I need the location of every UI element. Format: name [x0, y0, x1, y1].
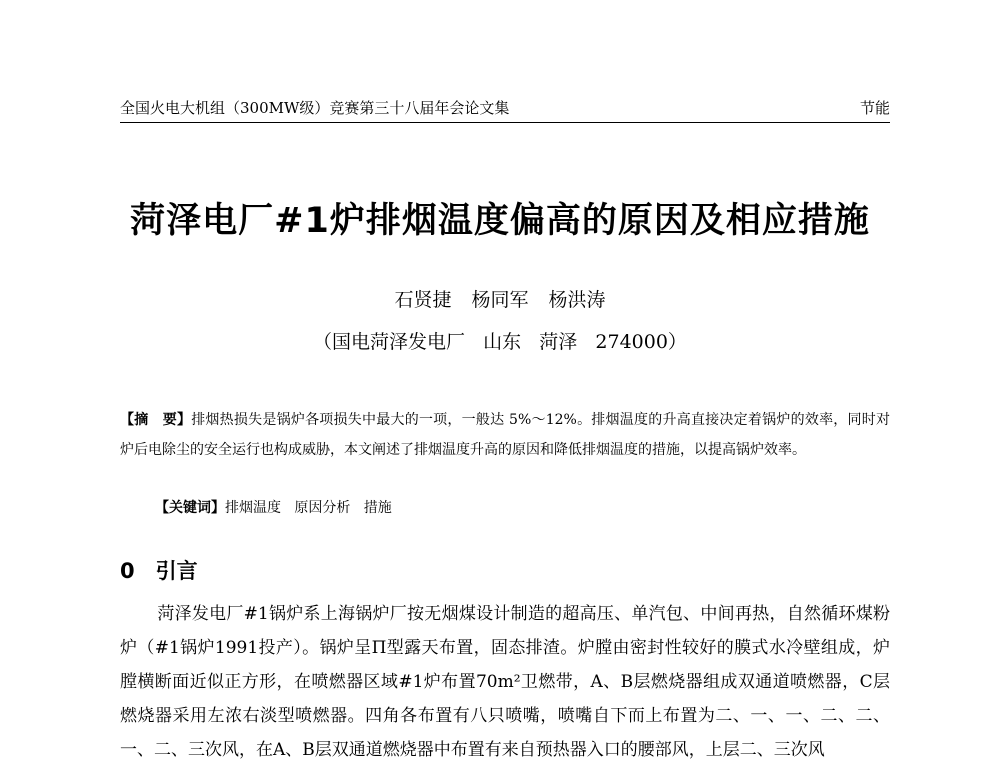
keywords [155, 497, 392, 517]
abstract-label: 【摘 要】 [120, 412, 192, 428]
author-affiliation: （国电菏泽发电厂 山东 菏泽 274000） [313, 331, 687, 353]
section-heading: 0 引言 [120, 559, 198, 583]
body-text [120, 597, 890, 767]
abstract [120, 405, 890, 465]
paper-authors: 石贤捷 杨同军 杨洪涛 [394, 289, 606, 311]
keywords-label: 【关键词】 [155, 500, 225, 516]
running-header [120, 100, 890, 123]
keywords-text: 排烟温度 原因分析 措施 [225, 500, 392, 516]
abstract-text: 排烟热损失是锅炉各项损失中最大的一项，一般达 5%～12%。排烟温度的升高直接决定着锅炉的效率，同时对炉后电除尘的安全运行也构成威胁，本文阐述了排烟温度升高的原因和降低排烟温度的措施，以提高锅炉效率。 [120, 412, 891, 458]
paper-title: 菏泽电厂#1炉排烟温度偏高的原因及相应措施 [130, 201, 870, 241]
body-paragraph: 菏泽发电厂#1锅炉系上海锅炉厂按无烟煤设计制造的超高压、单汽包、中间再热，自然循环煤粉炉（#1锅炉1991投产）。锅炉呈Π型露天布置，固态排渣。炉膛由密封性较好的膜式水冷壁组成，炉膛横断面近似正方形，在喷燃器区域#1炉布置70m²卫燃带，A、B层燃烧器组成双通道喷燃器，C层燃烧器采用左浓右淡型喷燃器。四角各布置有八只喷嘴，喷嘴自下而上布置为二、一、一、二、二、一、二、三次风，在A、B层双通道燃烧器中布置有来自预热器入口的腰部风，上层二、三次风 [120, 604, 890, 760]
header-section-label: 节能 [859, 99, 890, 117]
header-proceedings-title: 全国火电大机组（300MW级）竞赛第三十八届年会论文集 [120, 99, 510, 117]
